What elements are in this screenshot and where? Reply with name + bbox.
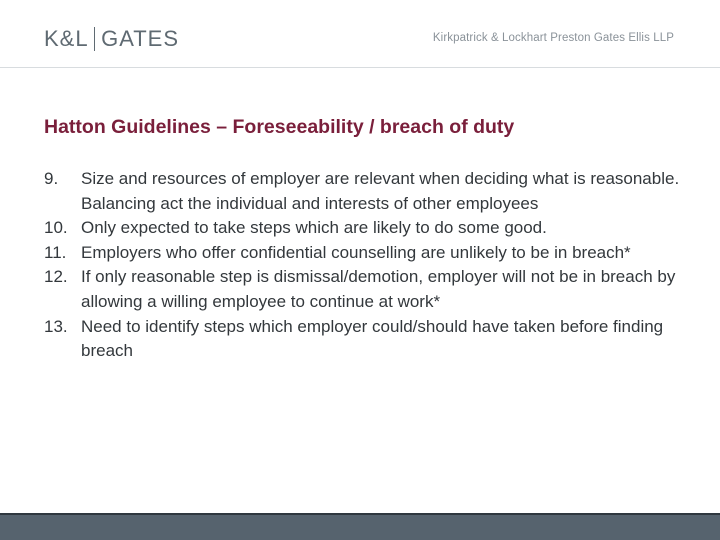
list-item-text: If only reasonable step is dismissal/demotion, employer will not be in breach by allowing a willing employee to continue at work* bbox=[81, 267, 676, 311]
list-item bbox=[44, 167, 684, 216]
list-item bbox=[44, 216, 684, 241]
list-item-number: 10. bbox=[44, 218, 68, 238]
logo-left-text: K&L bbox=[44, 26, 89, 51]
list-item-text: Need to identify steps which employer could/should have taken before finding breach bbox=[81, 316, 664, 361]
list-item bbox=[44, 315, 684, 364]
list-item-number: 9. bbox=[44, 169, 59, 188]
logo-divider bbox=[94, 27, 96, 51]
footer-bar bbox=[0, 513, 720, 540]
list-item-number: 13. bbox=[44, 316, 68, 336]
header-divider bbox=[0, 67, 720, 68]
firm-name: Kirkpatrick & Lockhart Preston Gates Ellis LLP bbox=[432, 32, 674, 44]
slide-title: Hatton Guidelines – Foreseeability / breach of duty bbox=[44, 116, 515, 138]
guideline-list bbox=[44, 167, 684, 364]
list-item bbox=[44, 265, 684, 314]
kl-gates-logo bbox=[44, 26, 179, 52]
list-item-text: Employers who offer confidential counselling are unlikely to be in breach* bbox=[81, 242, 631, 262]
list-item-number: 12. bbox=[44, 267, 68, 287]
list-item-text: Only expected to take steps which are likely to do some good. bbox=[81, 218, 547, 238]
list-item bbox=[44, 241, 684, 266]
list-item-text: Size and resources of employer are relevant when deciding what is reasonable. Balancing act the individual and interests of other employees bbox=[81, 169, 680, 213]
logo-right-text: GATES bbox=[101, 26, 180, 51]
list-item-number: 11. bbox=[44, 242, 67, 262]
